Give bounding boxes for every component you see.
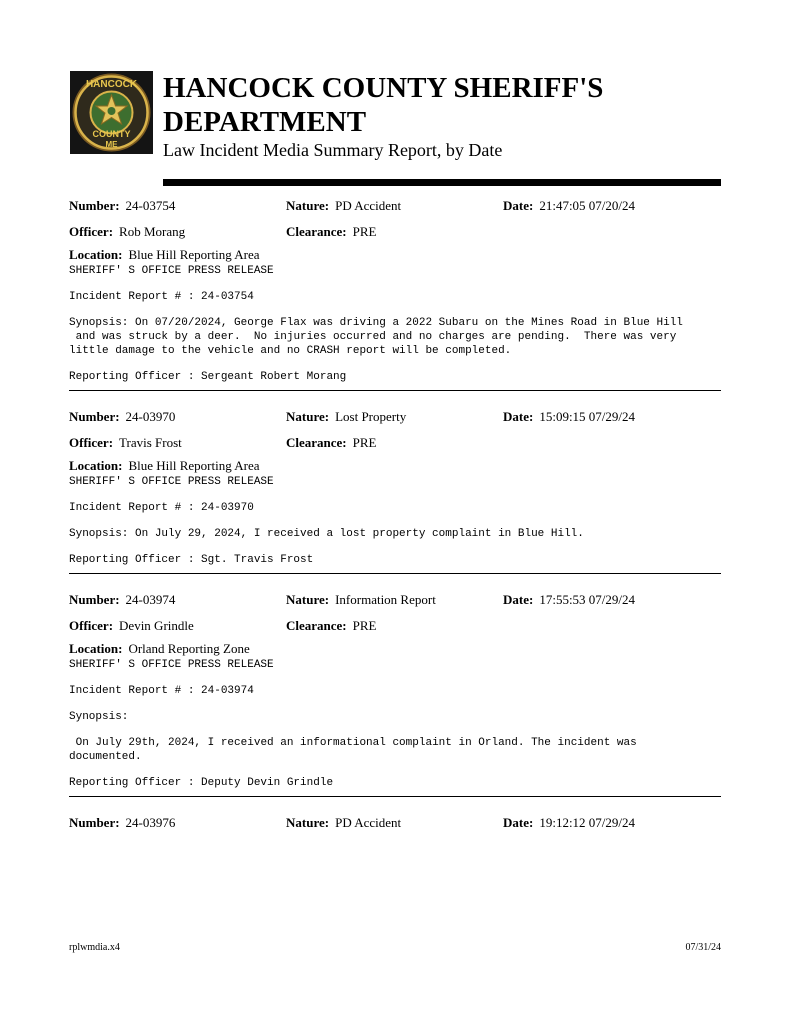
- record-summary-row: [69, 810, 721, 836]
- svg-text:COUNTY: COUNTY: [92, 129, 131, 139]
- nature-label: Nature:: [286, 198, 330, 213]
- header-divider: [163, 179, 721, 186]
- report-date-footer: 07/31/24: [685, 942, 721, 953]
- incident-number: 24-03970: [125, 409, 176, 424]
- nature-label: Nature:: [286, 592, 330, 607]
- clearance-value: PRE: [352, 618, 377, 633]
- incident-report-number: Incident Report # : 24-03754: [69, 291, 254, 303]
- incident-number: 24-03974: [125, 592, 176, 607]
- location-value: Blue Hill Reporting Area: [128, 458, 260, 473]
- clearance-value: PRE: [352, 224, 377, 239]
- incident-date: 21:47:05 07/20/24: [539, 198, 636, 213]
- record-summary-row: [69, 193, 721, 219]
- number-label: Number:: [69, 815, 120, 830]
- incident-nature: Lost Property: [335, 409, 407, 424]
- report-id-footer: rplwmdia.x4: [69, 942, 120, 953]
- synopsis-text: Synopsis: On 07/20/2024, George Flax was driving a 2022 Subaru on the Mines Road in Blue Hill and was struck by a deer. No injuries occurred and no charges are pending. There was very little damage to the vehicle and no CRASH report will be completed.: [69, 317, 683, 357]
- sheriff-badge-logo: [70, 71, 153, 154]
- number-label: Number:: [69, 409, 120, 424]
- record-location: [69, 640, 721, 658]
- date-label: Date:: [503, 815, 534, 830]
- record-location: [69, 457, 721, 475]
- record-summary-row: [69, 404, 721, 430]
- reporting-officer: Reporting Officer : Sergeant Robert Morang: [69, 371, 347, 383]
- svg-text:HANCOCK: HANCOCK: [85, 79, 138, 90]
- incident-report-number: Incident Report # : 24-03970: [69, 502, 254, 514]
- clearance-label: Clearance:: [286, 618, 347, 633]
- location-label: Location:: [69, 458, 123, 473]
- date-label: Date:: [503, 198, 534, 213]
- incident-nature: PD Accident: [335, 198, 402, 213]
- incident-nature: Information Report: [335, 592, 436, 607]
- badge-emblem-icon: [70, 71, 153, 154]
- officer-label: Officer:: [69, 224, 114, 239]
- incident-date: 19:12:12 07/29/24: [539, 815, 636, 830]
- number-label: Number:: [69, 592, 120, 607]
- nature-label: Nature:: [286, 815, 330, 830]
- incident-record: [69, 797, 721, 836]
- officer-label: Officer:: [69, 435, 114, 450]
- press-release-line: SHERIFF' S OFFICE PRESS RELEASE: [69, 659, 274, 671]
- record-officer-row: [69, 613, 721, 639]
- officer-name: Devin Grindle: [119, 618, 194, 633]
- clearance-value: PRE: [352, 435, 377, 450]
- clearance-label: Clearance:: [286, 435, 347, 450]
- synopsis-text: Synopsis: On July 29, 2024, I received a lost property complaint in Blue Hill.: [69, 528, 584, 540]
- records-list: [69, 190, 721, 836]
- location-label: Location:: [69, 641, 123, 656]
- report-subtitle: Law Incident Media Summary Report, by Date: [163, 140, 503, 160]
- record-officer-row: [69, 430, 721, 456]
- record-summary-row: [69, 587, 721, 613]
- number-label: Number:: [69, 198, 120, 213]
- reporting-officer: Reporting Officer : Sgt. Travis Frost: [69, 554, 314, 566]
- officer-label: Officer:: [69, 618, 114, 633]
- date-label: Date:: [503, 409, 534, 424]
- record-location: [69, 246, 721, 264]
- location-label: Location:: [69, 247, 123, 262]
- svg-text:ME: ME: [105, 140, 118, 149]
- press-release-line: SHERIFF' S OFFICE PRESS RELEASE: [69, 476, 274, 488]
- location-value: Blue Hill Reporting Area: [128, 247, 260, 262]
- synopsis-label: Synopsis:: [69, 711, 129, 723]
- nature-label: Nature:: [286, 409, 330, 424]
- incident-record: [69, 574, 721, 797]
- incident-date: 17:55:53 07/29/24: [539, 592, 636, 607]
- incident-record: [69, 391, 721, 574]
- press-release-line: SHERIFF' S OFFICE PRESS RELEASE: [69, 265, 274, 277]
- record-officer-row: [69, 219, 721, 245]
- incident-number: 24-03976: [125, 815, 176, 830]
- reporting-officer: Reporting Officer : Deputy Devin Grindle: [69, 777, 334, 789]
- officer-name: Rob Morang: [119, 224, 186, 239]
- incident-date: 15:09:15 07/29/24: [539, 409, 636, 424]
- incident-report-number: Incident Report # : 24-03974: [69, 685, 254, 697]
- clearance-label: Clearance:: [286, 224, 347, 239]
- department-title: HANCOCK COUNTY SHERIFF'S DEPARTMENT: [163, 72, 604, 138]
- date-label: Date:: [503, 592, 534, 607]
- incident-record: [69, 190, 721, 391]
- officer-name: Travis Frost: [119, 435, 182, 450]
- synopsis-text: On July 29th, 2024, I received an informational complaint in Orland. The incident was documented.: [69, 737, 637, 763]
- incident-nature: PD Accident: [335, 815, 402, 830]
- incident-number: 24-03754: [125, 198, 176, 213]
- location-value: Orland Reporting Zone: [128, 641, 250, 656]
